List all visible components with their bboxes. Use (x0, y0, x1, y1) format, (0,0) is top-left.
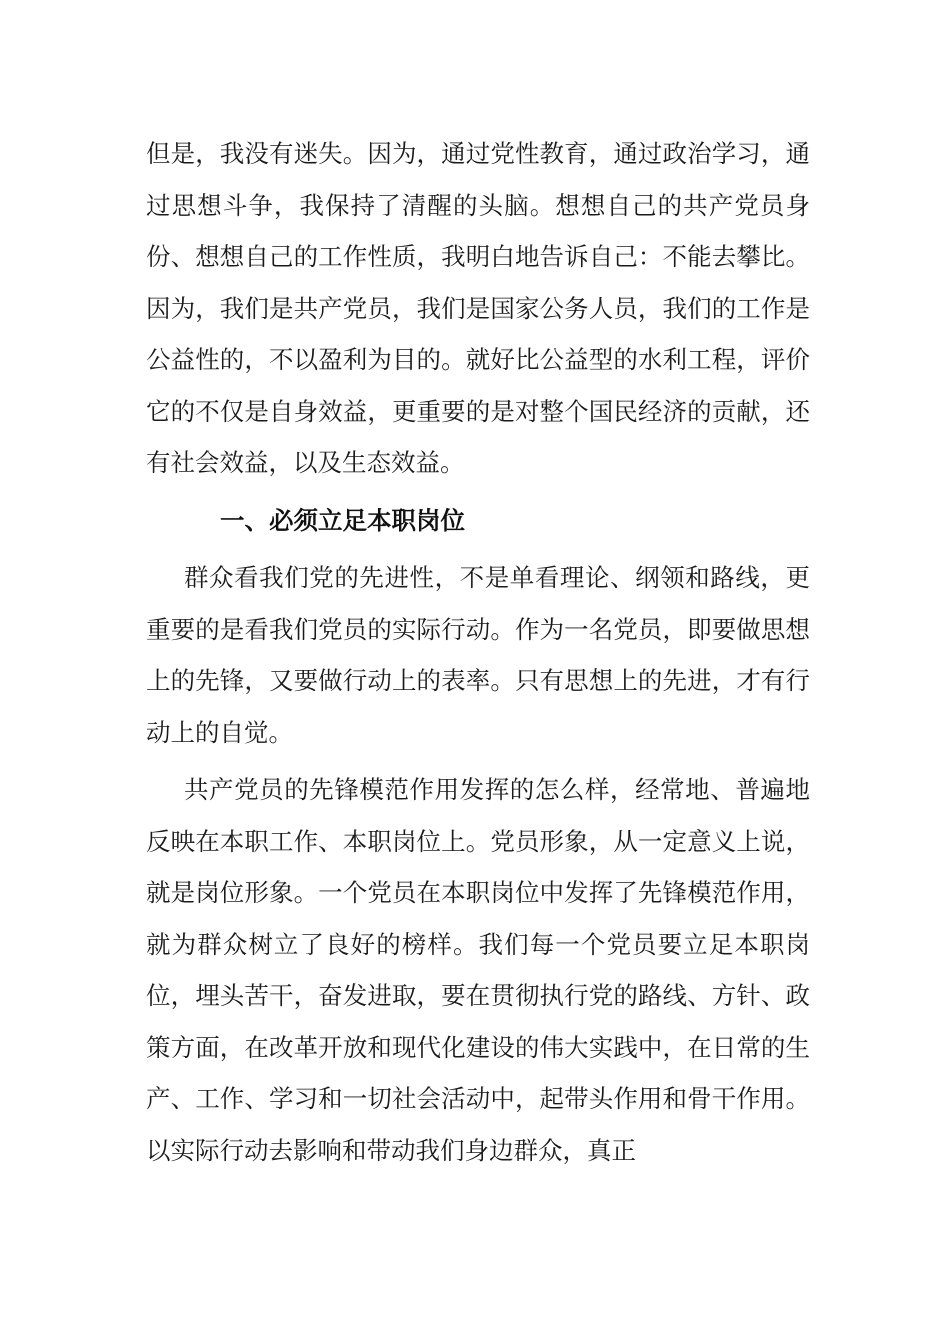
section-heading: 一、必须立足本职岗位 (220, 505, 465, 535)
paragraph-3: 共产党员的先锋模范作用发挥的怎么样，经常地、普遍地反映在本职工作、本职岗位上。党员形象，从一定意义上说，就是岗位形象。一个党员在本职岗位中发挥了先锋模范作用，就为群众树立了良好的榜样。我们每一个党员要立足本职岗位，埋头苦干，奋发进取，要在贯彻执行党的路线、方针、政策方面，在改革开放和现代化建设的伟大实践中，在日常的生产、工作、学习和一切社会活动中，起带头作用和骨干作用。以实际行动去影响和带动我们身边群众，真正 (146, 775, 810, 1165)
document-body (146, 128, 810, 1176)
paragraph-1: 但是，我没有迷失。因为，通过党性教育，通过政治学习，通过思想斗争，我保持了清醒的头脑。想想自己的共产党员身份、想想自己的工作性质，我明白地告诉自己：不能去攀比。因为，我们是共产党员，我们是国家公务人员，我们的工作是公益性的，不以盈利为目的。就好比公益型的水利工程，评价它的不仅是自身效益，更重要的是对整个国民经济的贡献，还有社会效益，以及生态效益。 (146, 139, 810, 477)
paragraph-2: 群众看我们党的先进性，不是单看理论、纲领和路线，更重要的是看我们党员的实际行动。作为一名党员，即要做思想上的先锋，又要做行动上的表率。只有思想上的先进，才有行动上的自觉。 (146, 563, 810, 747)
